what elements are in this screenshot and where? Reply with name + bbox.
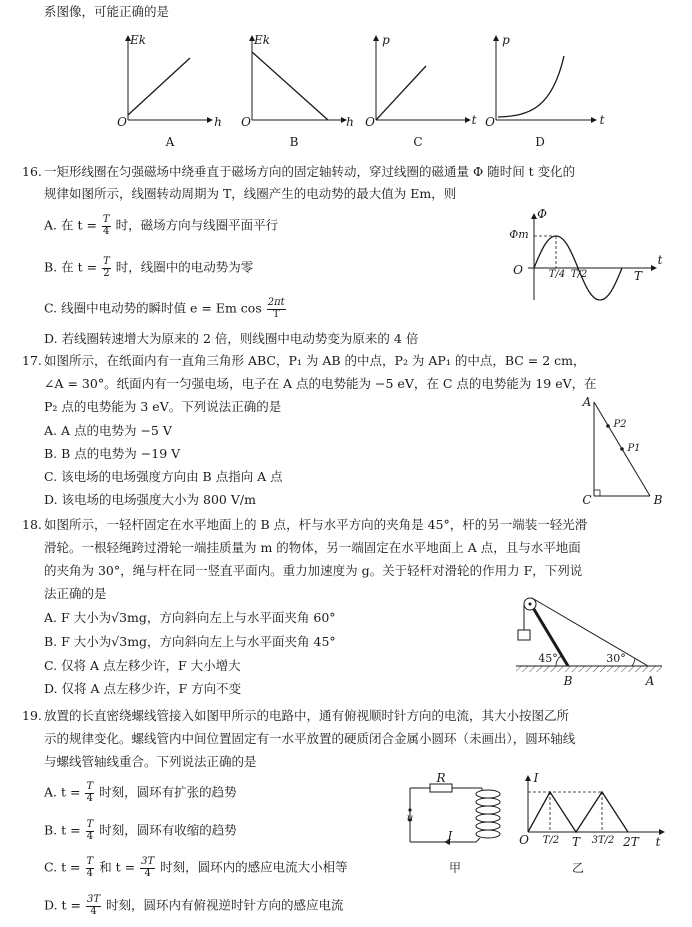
q18-stem-3: 的夹角为 30°，绳与杆在同一竖直平面内。重力加速度为 g。关于轻杆对滑轮的作用力 F，下列说 [44,563,583,578]
graph-b-xlabel: h [346,115,354,129]
graph-b-origin: O [241,115,251,129]
graph-c [376,36,470,120]
q19-graph-xlabel: t [655,835,661,849]
q19-graph-tick-3t2: 3T/2 [591,835,615,846]
q18-option-d[interactable]: D. 仅将 A 点左移少许，F 方向不变 [44,681,242,696]
q19-graph-origin: O [519,833,529,847]
q17-label-p2: P2 [613,419,627,430]
graph-d [496,36,596,120]
fraction-t-over-4: $\frac{T}{4}$ [86,781,94,804]
q16-option-c[interactable]: C. 线圈中电动势的瞬时值 e = Em cos $\frac{2\pi t}{T}$ [44,297,285,320]
q16-graph-tick-t: T [633,269,642,283]
q16-graph-tick-t2: T/2 [570,269,588,280]
q19-stem-1: 放置的长直密绕螺线管接入如图甲所示的电路中，通有俯视顺时针方向的电流，其大小按图乙所 [44,708,570,723]
graph-a-origin: O [117,115,127,129]
graph-b-ylabel: Ek [253,33,271,47]
q15-intro: 系图像，可能正确的是 [44,4,170,19]
q19-graph-tick-t2: T/2 [542,835,560,846]
q19-label-r: R [436,771,446,785]
q18-option-c[interactable]: C. 仅将 A 点左移少许，F 大小增大 [44,658,241,673]
q17-label-p1: P1 [627,443,641,454]
q17-stem-3: P₂ 点的电势能为 3 eV。下列说法正确的是 [44,399,282,414]
q18-label-a: A [645,674,655,688]
q18-pulley-figure [510,592,670,682]
q18-stem-1: 如图所示，一轻杆固定在水平地面上的 B 点，杆与水平方向的夹角是 45°，杆的另一端装一轻光滑 [44,517,588,532]
q16-option-b[interactable]: B. 在 t = $\frac{T}{2}$ 时，线圈中的电动势为零 [44,256,254,279]
q16-graph-ymax: Φm [509,228,529,241]
q16-flux-graph [510,208,670,308]
fraction-t-over-2: $\frac{T}{2}$ [103,256,110,279]
q19-graph-ylabel: I [533,771,539,785]
q18-stem-4: 法正确的是 [44,586,107,601]
q19-caption-jia: 甲 [448,861,461,875]
q19-label-u: u [406,813,414,824]
graph-c-ylabel: p [382,33,390,47]
graph-b-letter: B [289,135,299,149]
q17-option-b[interactable]: B. B 点的电势为 −19 V [44,446,181,461]
graph-b [252,36,346,120]
graph-c-origin: O [365,115,375,129]
q17-label-b: B [653,493,663,507]
q17-option-a[interactable]: A. A 点的电势为 −5 V [44,423,172,438]
q16-stem-1: 一矩形线圈在匀强磁场中绕垂直于磁场方向的固定轴转动，穿过线圈的磁通量 Φ 随时间 t 变化的 [44,164,576,179]
q16-graph-xlabel: t [657,253,663,267]
graph-c-letter: C [413,135,423,149]
fraction-t-over-4: $\frac{T}{4}$ [86,819,94,842]
graph-d-xlabel: t [599,113,605,127]
graph-d-ylabel: p [502,33,510,47]
q19-caption-yi: 乙 [571,861,584,875]
fraction-3t-over-4: $\frac{3T}{4}$ [141,856,155,879]
q18-label-b: B [563,674,573,688]
graph-a-ylabel: Ek [129,33,147,47]
q16-option-a[interactable]: A. 在 t = $\frac{T}{4}$ 时，磁场方向与线圈平面平行 [44,214,279,237]
graph-c-xlabel: t [471,113,477,127]
q19-number: 19. [22,708,42,723]
graph-d-letter: D [535,135,545,149]
graph-d-origin: O [485,115,495,129]
q18-number: 18. [22,517,42,532]
q16-graph-ylabel: Φ [537,207,547,221]
fraction-3t-over-4: $\frac{3T}{4}$ [86,894,101,917]
q18-stem-2: 滑轮。一根轻绳跨过滑轮一端挂质量为 m 的物体，另一端固定在水平地面上 A 点，且与水平地面 [44,540,581,555]
q19-stem-2: 示的规律变化。螺线管内中间位置固定有一水平放置的硬质闭合金属小圆环（未画出），圆环轴线 [44,731,576,746]
q17-label-c: C [582,493,592,507]
q19-stem-3: 与螺线管轴线重合。下列说法正确的是 [44,754,257,769]
fraction-t-over-4: $\frac{T}{4}$ [86,856,94,879]
graph-a [128,36,212,120]
q19-graph-tick-t: T [571,835,580,849]
q19-graph-tick-2t: 2T [623,835,639,849]
q19-option-b[interactable]: B. t = $\frac{T}{4}$ 时刻，圆环有收缩的趋势 [44,819,237,842]
q16-option-d[interactable]: D. 若线圈转速增大为原来的 2 倍，则线圈中电动势变为原来的 4 倍 [44,331,419,346]
graph-a-letter: A [165,135,175,149]
graph-a-xlabel: h [214,115,222,129]
q17-number: 17. [22,353,42,368]
q17-option-c[interactable]: C. 该电场的电场强度方向由 B 点指向 A 点 [44,469,283,484]
q19-label-i: I [447,829,453,843]
q16-graph-origin: O [513,263,523,277]
q18-angle-45: 45° [538,652,558,665]
q19-option-a[interactable]: A. t = $\frac{T}{4}$ 时刻，圆环有扩张的趋势 [44,781,237,804]
q18-angle-30: 30° [606,652,626,665]
q16-graph-tick-t4: T/4 [548,269,566,280]
q16-number: 16. [22,164,42,179]
q16-stem-2: 规律如图所示，线圈转动周期为 T，线圈产生的电动势的最大值为 Em，则 [44,186,457,201]
q17-option-d[interactable]: D. 该电场的电场强度大小为 800 V/m [44,492,256,507]
q19-option-d[interactable]: D. t = $\frac{3T}{4}$ 时刻，圆环内有俯视逆时针方向的感应电流 [44,894,344,917]
q18-option-a[interactable]: A. F 大小为√3mg，方向斜向左上与水平面夹角 60° [44,610,336,625]
fraction-2pit-over-t: $\frac{2\pi t}{T}$ [267,297,285,320]
fraction-t-over-4: $\frac{T}{4}$ [102,214,110,237]
q19-option-c[interactable]: C. t = $\frac{T}{4}$ 和 t = $\frac{3T}{4}$ 时刻，圆环内的感应电流大小相等 [44,856,348,879]
q17-stem-1: 如图所示，在纸面内有一直角三角形 ABC，P₁ 为 AB 的中点，P₂ 为 AP₁ 的中点，BC = 2 cm， [44,353,586,368]
q17-stem-2: ∠A = 30°。纸面内有一匀强电场，电子在 A 点的电势能为 −5 eV，在 C 点的电势能为 19 eV，在 [44,376,597,391]
q18-option-b[interactable]: B. F 大小为√3mg，方向斜向左上与水平面夹角 45° [44,634,336,649]
q17-label-a: A [582,395,592,409]
